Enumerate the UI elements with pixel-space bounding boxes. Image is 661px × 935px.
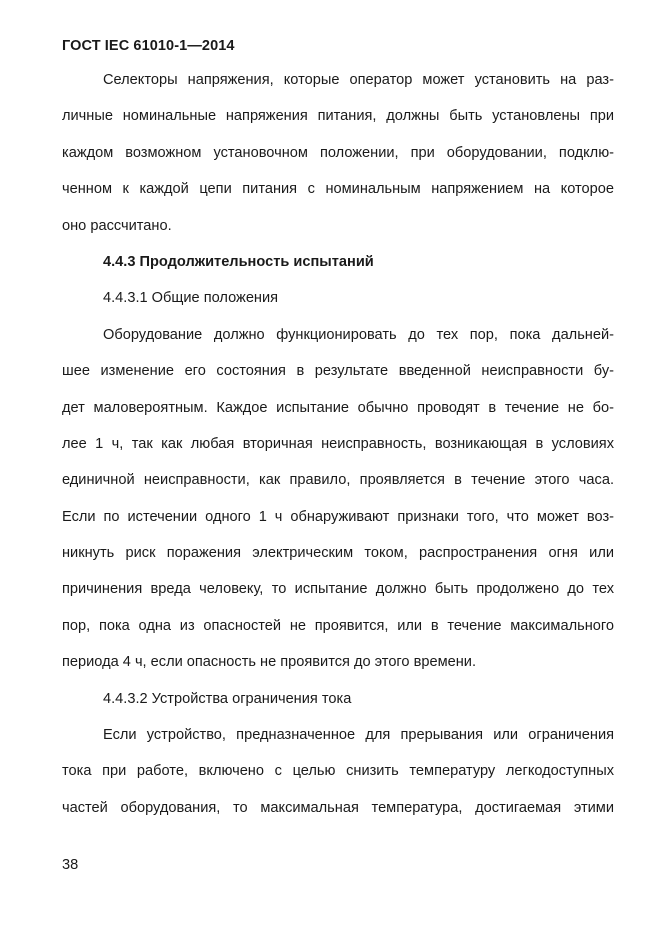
text-line: единичной неисправности, как правило, проявляется в течение этого часа. — [62, 472, 614, 489]
page-body — [62, 62, 614, 826]
text-line: никнуть риск поражения электрическим током, распространения огня или — [62, 545, 614, 562]
text-line: Если по истечении одного 1 ч обнаруживают признаки того, что может воз- — [62, 508, 614, 525]
text-line: периода 4 ч, если опасность не проявится до этого времени. — [62, 654, 477, 671]
text-line: дет маловероятным. Каждое испытание обычно проводят в течение не бо- — [62, 399, 614, 416]
text-line: Селекторы напряжения, которые оператор может установить на раз- — [103, 72, 614, 88]
document-header: ГОСТ IEC 61010-1—2014 — [62, 38, 235, 54]
text-line: частей оборудования, то максимальная температура, достигаемая этими — [62, 799, 614, 816]
paragraph — [62, 317, 614, 681]
page-number: 38 — [62, 857, 79, 873]
text-line: лее 1 ч, так как любая вторичная неисправность, возникающая в условиях — [62, 435, 614, 452]
text-line: личные номинальные напряжения питания, должны быть установлены при — [62, 108, 614, 125]
subsection-heading: 4.4.3.2 Устройства ограничения тока — [103, 690, 352, 707]
paragraph — [62, 62, 614, 244]
section-heading: 4.4.3 Продолжительность испытаний — [103, 253, 374, 270]
text-line: тока при работе, включено с целью снизить температуру легкодоступных — [62, 763, 614, 780]
subsection-heading: 4.4.3.1 Общие положения — [103, 290, 279, 307]
text-line: шее изменение его состояния в результате введенной неисправности бу- — [62, 363, 614, 380]
text-line: пор, пока одна из опасностей не проявится, или в течение максимального — [62, 617, 614, 634]
text-line: оно рассчитано. — [62, 217, 172, 234]
text-line: Если устройство, предназначенное для прерывания или ограничения — [103, 727, 614, 744]
text-line: причинения вреда человеку, то испытание должно быть продолжено до тех — [62, 581, 614, 598]
text-line: каждом возможном установочном положении, при оборудовании, подклю- — [62, 144, 614, 161]
paragraph — [62, 717, 614, 826]
text-line: Оборудование должно функционировать до тех пор, пока дальней- — [103, 326, 614, 343]
text-line: ченном к каждой цепи питания с номинальным напряжением на которое — [62, 181, 614, 198]
